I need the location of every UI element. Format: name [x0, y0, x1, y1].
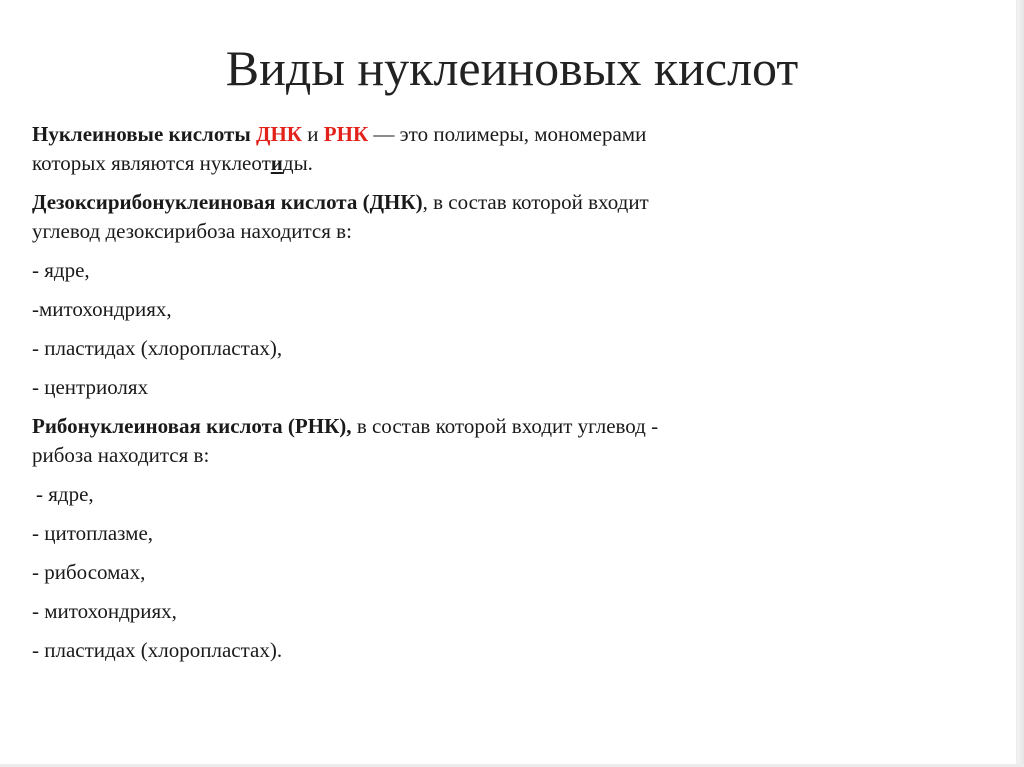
dna-line-1 — [32, 188, 912, 217]
dna-heading: Дезоксирибонуклеиновая кислота (ДНК) — [32, 190, 423, 214]
dna-abbr: ДНК — [256, 122, 303, 146]
intro-paragraph — [32, 120, 912, 178]
dna-location-item: -митохондриях, — [32, 297, 172, 321]
intro-underlined-letter: и — [270, 151, 283, 175]
rna-location-item: - цитоплазме, — [32, 521, 154, 545]
dna-text-1: , в состав которой входит — [422, 190, 649, 214]
slide-right-edge — [1016, 0, 1024, 767]
intro-lead: Нуклеиновые кислоты — [32, 122, 251, 146]
intro-and: и — [307, 122, 319, 146]
dna-location-item: - ядре, — [32, 258, 90, 282]
dna-location-item: - пластидах (хлоропластах), — [32, 336, 283, 360]
rna-line-1 — [32, 412, 912, 441]
rna-location-item: - пластидах (хлоропластах). — [32, 638, 283, 662]
dna-location-item: - центриолях — [32, 375, 149, 399]
dna-line-2: углевод дезоксирибоза находится в: — [32, 219, 352, 243]
intro-line2-start: которых являются нуклеот — [32, 151, 271, 175]
rna-abbr: РНК — [323, 122, 369, 146]
rna-location-item: - митохондриях, — [32, 599, 177, 623]
rna-text-1: в состав которой входит углевод - — [351, 414, 659, 438]
rna-location-item: - рибосомах, — [32, 560, 146, 584]
intro-line-1 — [32, 120, 912, 149]
slide-title: Виды нуклеиновых кислот — [225, 40, 799, 96]
rna-paragraph — [32, 412, 912, 470]
intro-line2-end: ды. — [282, 151, 313, 175]
slide-body — [32, 120, 912, 675]
intro-rest: — это полимеры, мономерами — [373, 122, 647, 146]
rna-heading: Рибонуклеиновая кислота (РНК), — [32, 414, 352, 438]
intro-line-2 — [32, 149, 912, 178]
dna-paragraph — [32, 188, 912, 246]
rna-line-2: рибоза находится в: — [32, 443, 210, 467]
rna-location-item: - ядре, — [36, 482, 94, 506]
